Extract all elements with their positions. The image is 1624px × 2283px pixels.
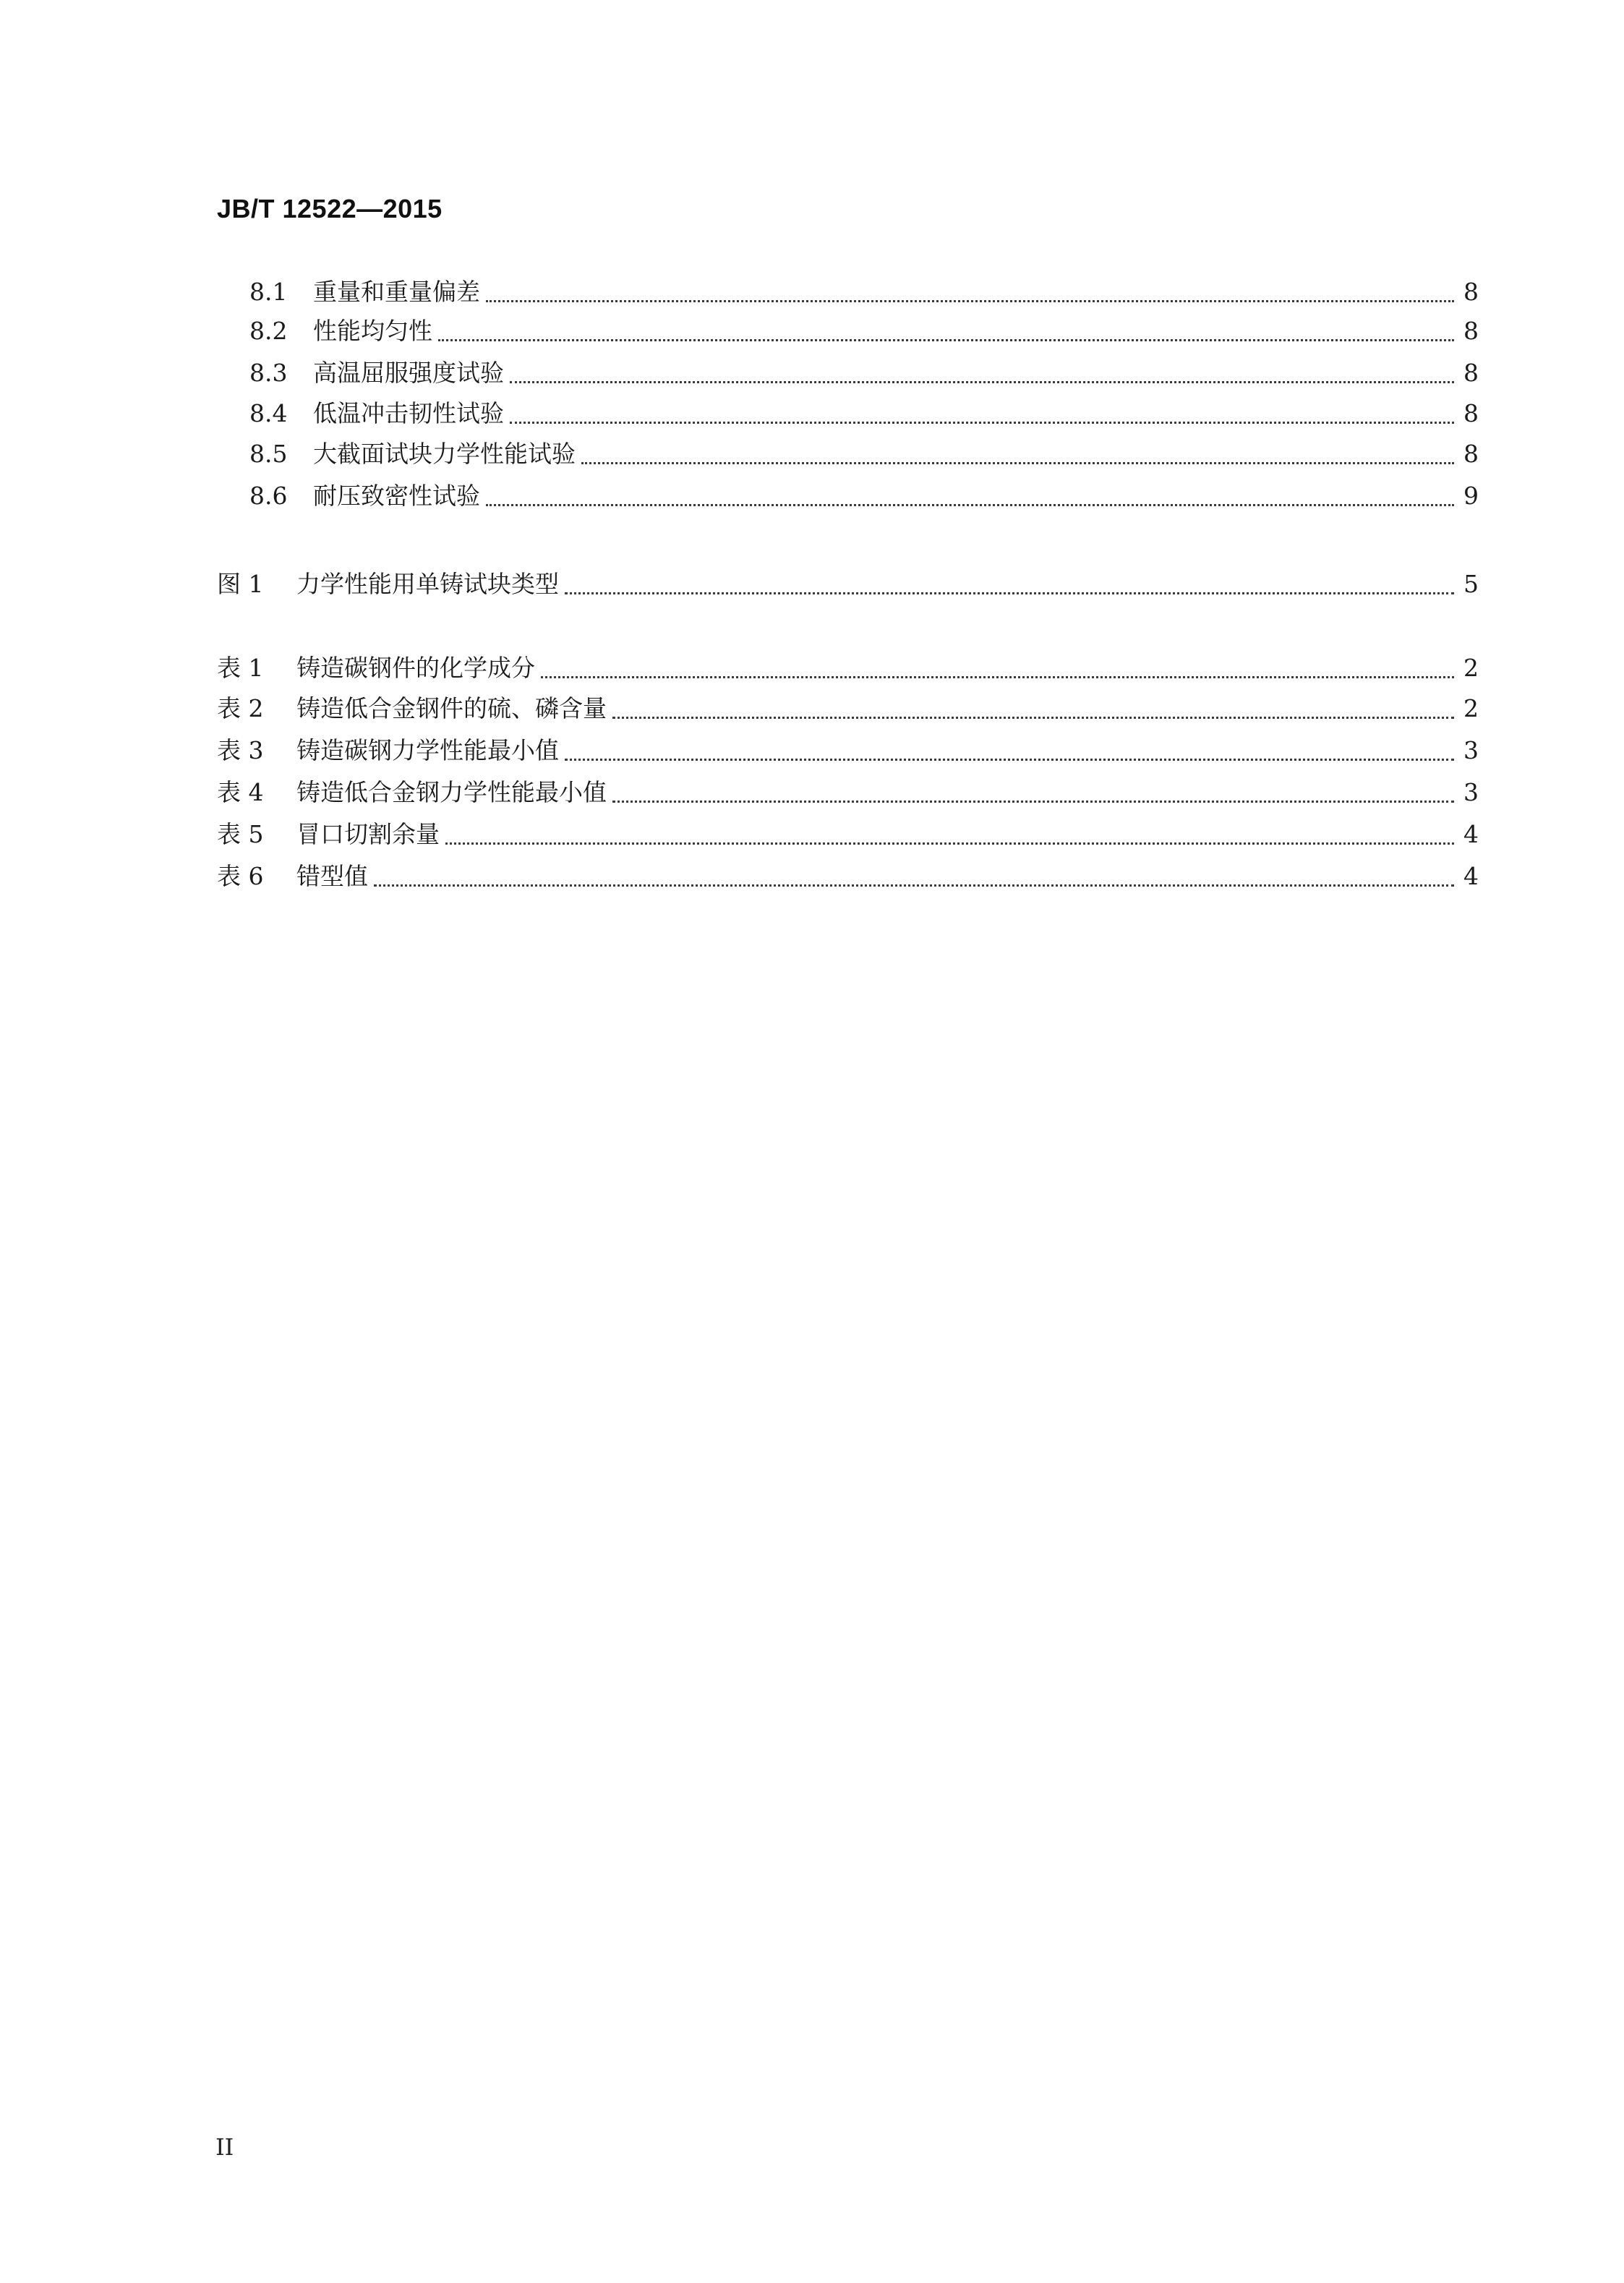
toc-entry-page: 3 [1463,778,1479,806]
toc-entry-number: 表 2 [217,694,264,722]
toc-leader-dots [565,753,1454,761]
toc-entry-number: 表 4 [217,778,264,806]
toc-leader-dots [510,416,1454,424]
toc-entry-title: 铸造碳钢件的化学成分 [296,654,535,682]
toc-entry-page: 9 [1463,482,1479,510]
toc-entry-table-2[interactable] [217,690,1479,727]
toc-leader-dots [581,456,1454,464]
toc-entry-page: 5 [1463,570,1479,598]
toc-entry-page: 4 [1463,862,1479,890]
toc-entry-number: 表 3 [217,736,264,764]
toc-entry-page: 4 [1463,820,1479,848]
toc-entry-page: 8 [1463,278,1479,306]
toc-leader-dots [445,837,1454,845]
toc-entry-table-1[interactable] [217,649,1479,687]
toc-entry-title: 重量和重量偏差 [313,278,480,306]
toc-entry-table-5[interactable] [217,816,1479,853]
toc-leader-dots [541,670,1454,678]
toc-entry-number: 8.1 [249,278,288,306]
toc-entry-title: 低温冲击韧性试验 [313,399,504,427]
toc-entry-page: 8 [1463,359,1479,387]
toc-entry-title: 铸造低合金钢件的硫、磷含量 [296,694,607,722]
toc-entry-title: 错型值 [296,862,368,890]
toc-entry-number: 表 1 [217,654,264,682]
toc-entry-page: 2 [1463,654,1479,682]
document-id-header: JB/T 12522—2015 [217,194,443,223]
toc-entry-8-4[interactable] [249,395,1479,432]
toc-entry-8-1[interactable] [249,273,1479,311]
toc-entry-page: 8 [1463,399,1479,427]
toc-entry-table-3[interactable] [217,732,1479,769]
toc-entry-number: 8.3 [249,359,288,387]
toc-entry-page: 2 [1463,694,1479,722]
toc-entry-title: 高温屈服强度试验 [313,359,504,387]
toc-entry-figure-1[interactable] [217,566,1479,603]
page-number-footer: II [215,2133,234,2161]
toc-entry-number: 8.6 [249,482,288,510]
toc-entry-title: 性能均匀性 [313,317,432,345]
toc-entry-table-6[interactable] [217,858,1479,895]
toc-entry-8-6[interactable] [249,477,1479,515]
toc-entry-8-3[interactable] [249,354,1479,392]
toc-leader-dots [374,879,1454,887]
toc-entry-title: 铸造低合金钢力学性能最小值 [296,778,607,806]
toc-entry-number: 表 5 [217,820,264,848]
toc-leader-dots [565,586,1454,594]
toc-entry-number: 8.2 [249,317,288,345]
toc-leader-dots [612,795,1454,803]
toc-entry-page: 8 [1463,317,1479,345]
toc-leader-dots [438,333,1454,341]
toc-entry-title: 耐压致密性试验 [313,482,480,510]
toc-entry-number: 表 6 [217,862,264,890]
toc-entry-title: 冒口切割余量 [296,820,440,848]
toc-leader-dots [612,711,1454,719]
toc-entry-8-5[interactable] [249,435,1479,473]
toc-entry-title: 力学性能用单铸试块类型 [296,570,559,598]
toc-entry-number: 8.5 [249,440,288,468]
toc-entry-page: 8 [1463,440,1479,468]
toc-entry-number: 8.4 [249,399,288,427]
toc-entry-number: 图 1 [217,570,264,598]
toc-entry-title: 铸造碳钢力学性能最小值 [296,736,559,764]
toc-leader-dots [486,498,1454,506]
toc-leader-dots [486,294,1454,302]
toc-entry-title: 大截面试块力学性能试验 [313,440,576,468]
toc-entry-table-4[interactable] [217,774,1479,811]
toc-entry-page: 3 [1463,736,1479,764]
toc-leader-dots [510,375,1454,383]
toc-entry-8-2[interactable] [249,312,1479,350]
